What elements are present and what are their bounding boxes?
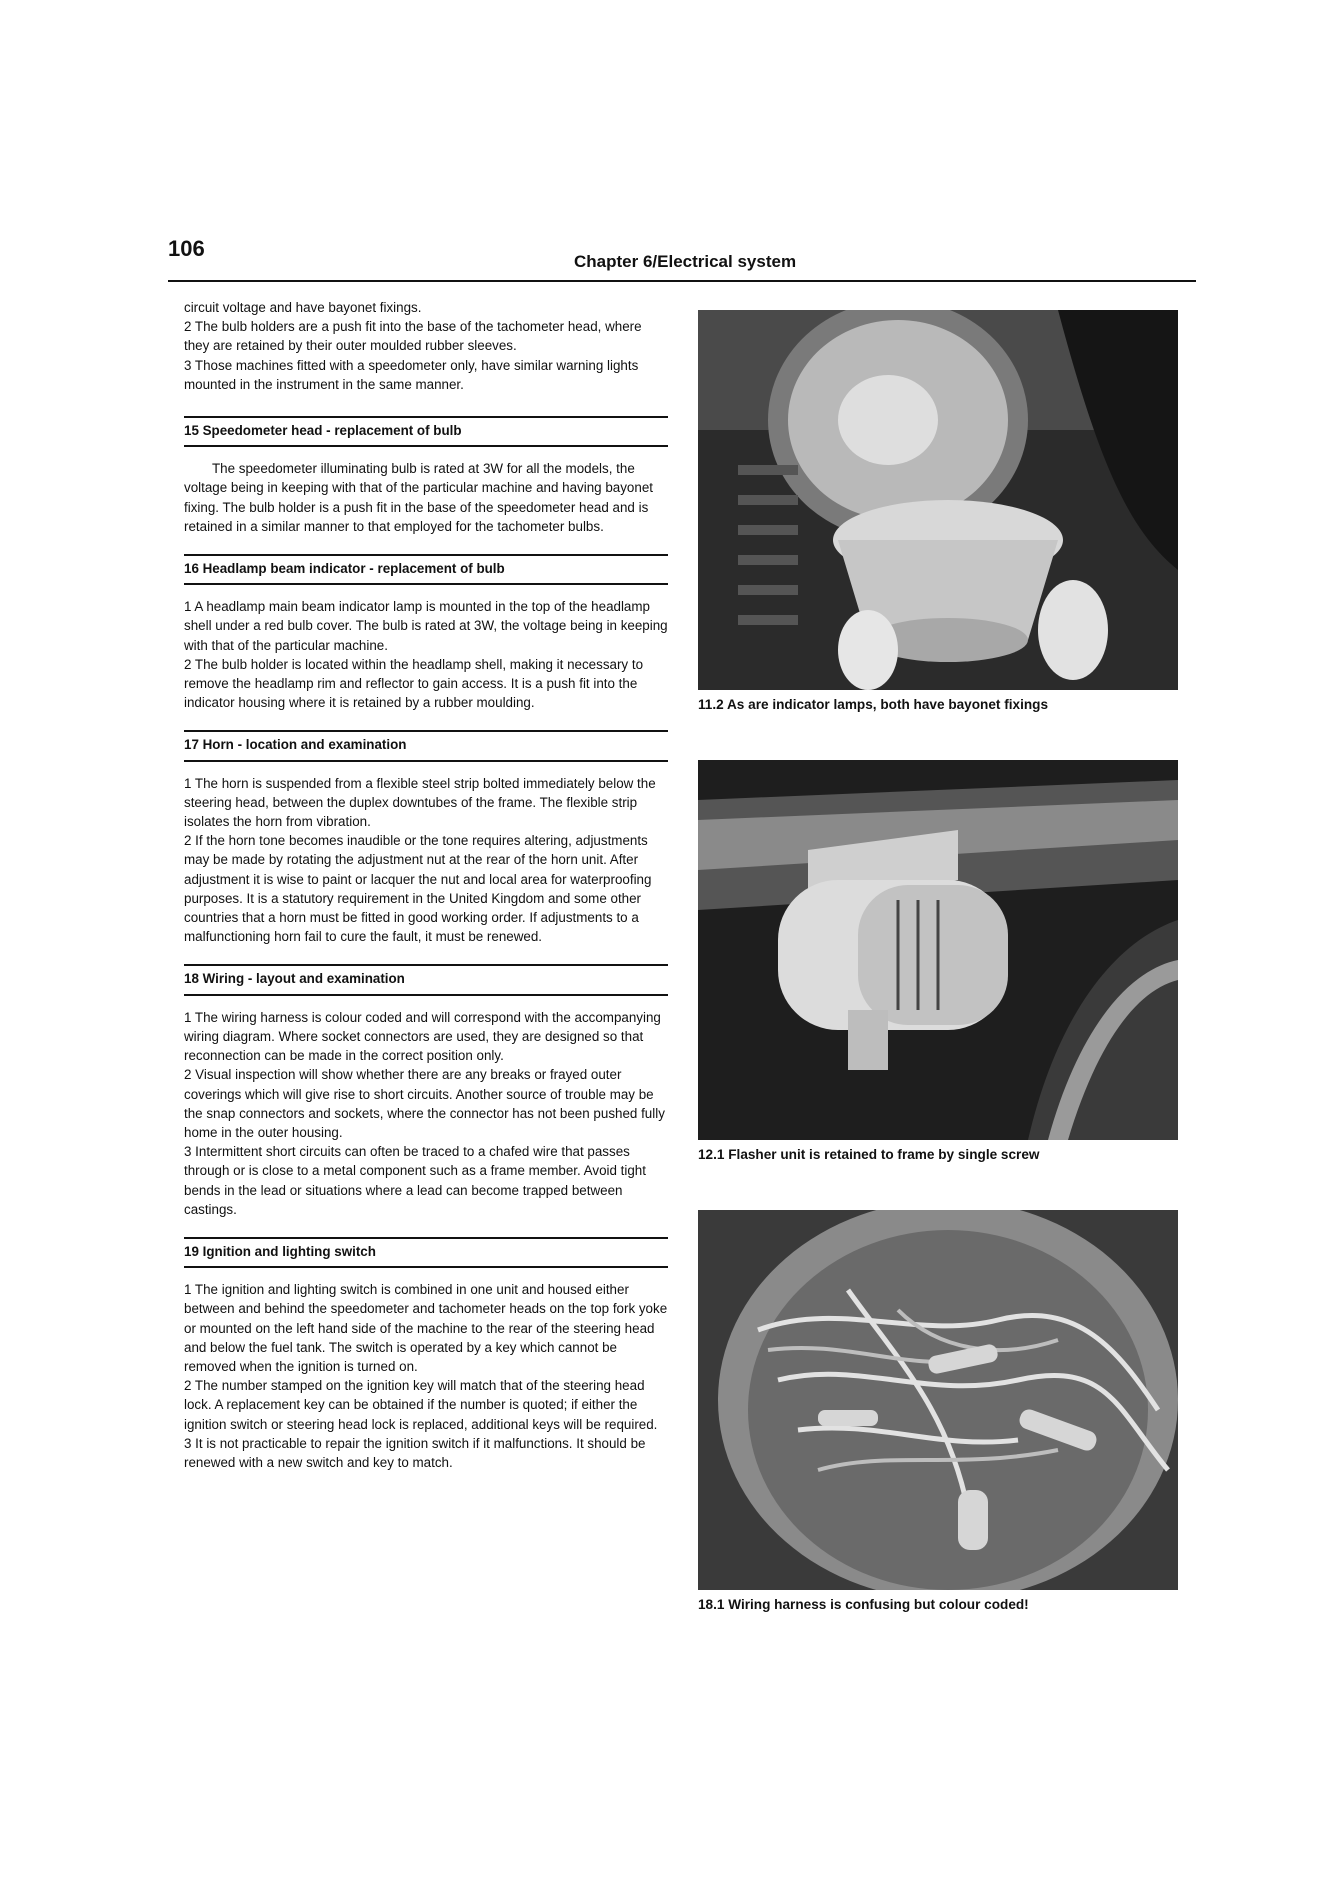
section-17 xyxy=(184,730,668,946)
intro-paragraph: 2 The bulb holders are a push fit into the base of the tachometer head, where they are retained by their outer moulded rubber sleeves. xyxy=(184,319,642,354)
figure-12-1 xyxy=(698,760,1178,1164)
section-paragraph: 3 It is not practicable to repair the ignition switch if it malfunctions. It should be renewed with a new switch and key to match. xyxy=(184,1435,646,1470)
section-heading: 19 Ignition and lighting switch xyxy=(184,1237,668,1268)
section-paragraph: 2 The bulb holder is located within the headlamp shell, making it necessary to remove the headlamp rim and reflector to gain access. It is a push fit into the indicator housing where it is retained by a rubber moulding. xyxy=(184,656,644,711)
section-19 xyxy=(184,1237,668,1472)
section-18 xyxy=(184,964,668,1218)
section-paragraph: 2 Visual inspection will show whether there are any breaks or frayed outer coverings which will give rise to short circuits. Another source of trouble may be the snap connectors and sockets, where the connector has not been pushed fully home in the outer housing. xyxy=(184,1067,665,1140)
section-paragraph: 1 The wiring harness is colour coded and will correspond with the accompanying wiring diagram. Where socket connectors are used, they are designed so that reconnection can be made in the correct position only. xyxy=(184,1009,661,1064)
figure-caption: 18.1 Wiring harness is confusing but colour coded! xyxy=(698,1597,1029,1612)
figure-caption: 11.2 As are indicator lamps, both have bayonet fixings xyxy=(698,697,1049,712)
section-heading: 18 Wiring - layout and examination xyxy=(184,964,668,995)
section-paragraph: The speedometer illuminating bulb is rated at 3W for all the models, the voltage being in keeping with that of the particular machine and having bayonet fixing. The bulb holder is a push fit in the base of the speedometer head and is retained in a similar manner to that employed for the tachometer bulbs. xyxy=(184,461,653,534)
photo-wiring-harness xyxy=(698,1210,1178,1590)
page-number: 106 xyxy=(168,236,205,261)
intro-paragraph: circuit voltage and have bayonet fixings. xyxy=(184,300,422,315)
section-16 xyxy=(184,554,668,712)
section-paragraph: 1 A headlamp main beam indicator lamp is mounted in the top of the headlamp shell under a red bulb cover. The bulb is rated at 3W, the voltage being in keeping with that of the particular machine. xyxy=(184,599,668,653)
section-paragraph: 1 The ignition and lighting switch is combined in one unit and housed either between and behind the speedometer and tachometer heads on the top fork yoke or mounted on the left hand side of the machine to the rear of the steering head and below the fuel tank. The switch is operated by a key which cannot be removed when the ignition is turned on. xyxy=(184,1282,668,1374)
intro-paragraph: 3 Those machines fitted with a speedometer only, have similar warning lights mounted in the instrument in the same manner. xyxy=(184,357,639,392)
photo-bulb-holder xyxy=(698,310,1178,690)
text-column xyxy=(184,298,668,1472)
figure-caption: 12.1 Flasher unit is retained to frame by single screw xyxy=(698,1147,1040,1162)
section-paragraph: 2 If the horn tone becomes inaudible or the tone requires altering, adjustments may be made by rotating the adjustment nut at the rear of the horn unit. After adjustment it is wise to paint or lacquer the nut and local area for waterproofing purposes. It is a statutory requirement in the United Kingdom and some other countries that a horn must be fitted in good working order. If adjustments to a malfunctioning horn fail to cure the fault, it must be renewed. xyxy=(184,833,652,945)
section-paragraph: 2 The number stamped on the ignition key will match that of the steering head lock. A replacement key can be obtained if the number is quoted; if either the ignition switch or steering head lock is replaced, additional keys will be required. xyxy=(184,1378,658,1432)
section-heading: 15 Speedometer head - replacement of bulb xyxy=(184,416,668,447)
section-paragraph: 1 The horn is suspended from a flexible steel strip bolted immediately below the steering head, between the duplex downtubes of the frame. The flexible strip isolates the horn from vibration. xyxy=(184,775,656,830)
header-rule xyxy=(168,280,1196,282)
section-paragraph: 3 Intermittent short circuits can often be traced to a chafed wire that passes through or is close to a metal component such as a frame member. Avoid tight bends in the lead or situations where a lead can become trapped between castings. xyxy=(184,1144,646,1217)
section-heading: 17 Horn - location and examination xyxy=(184,730,668,761)
figure-11-2 xyxy=(698,310,1178,714)
photo-flasher-unit xyxy=(698,760,1178,1140)
chapter-title: Chapter 6/Electrical system xyxy=(574,252,797,271)
section-heading: 16 Headlamp beam indicator - replacement of bulb xyxy=(184,554,668,585)
figure-18-1 xyxy=(698,1210,1178,1614)
section-15 xyxy=(184,416,668,536)
